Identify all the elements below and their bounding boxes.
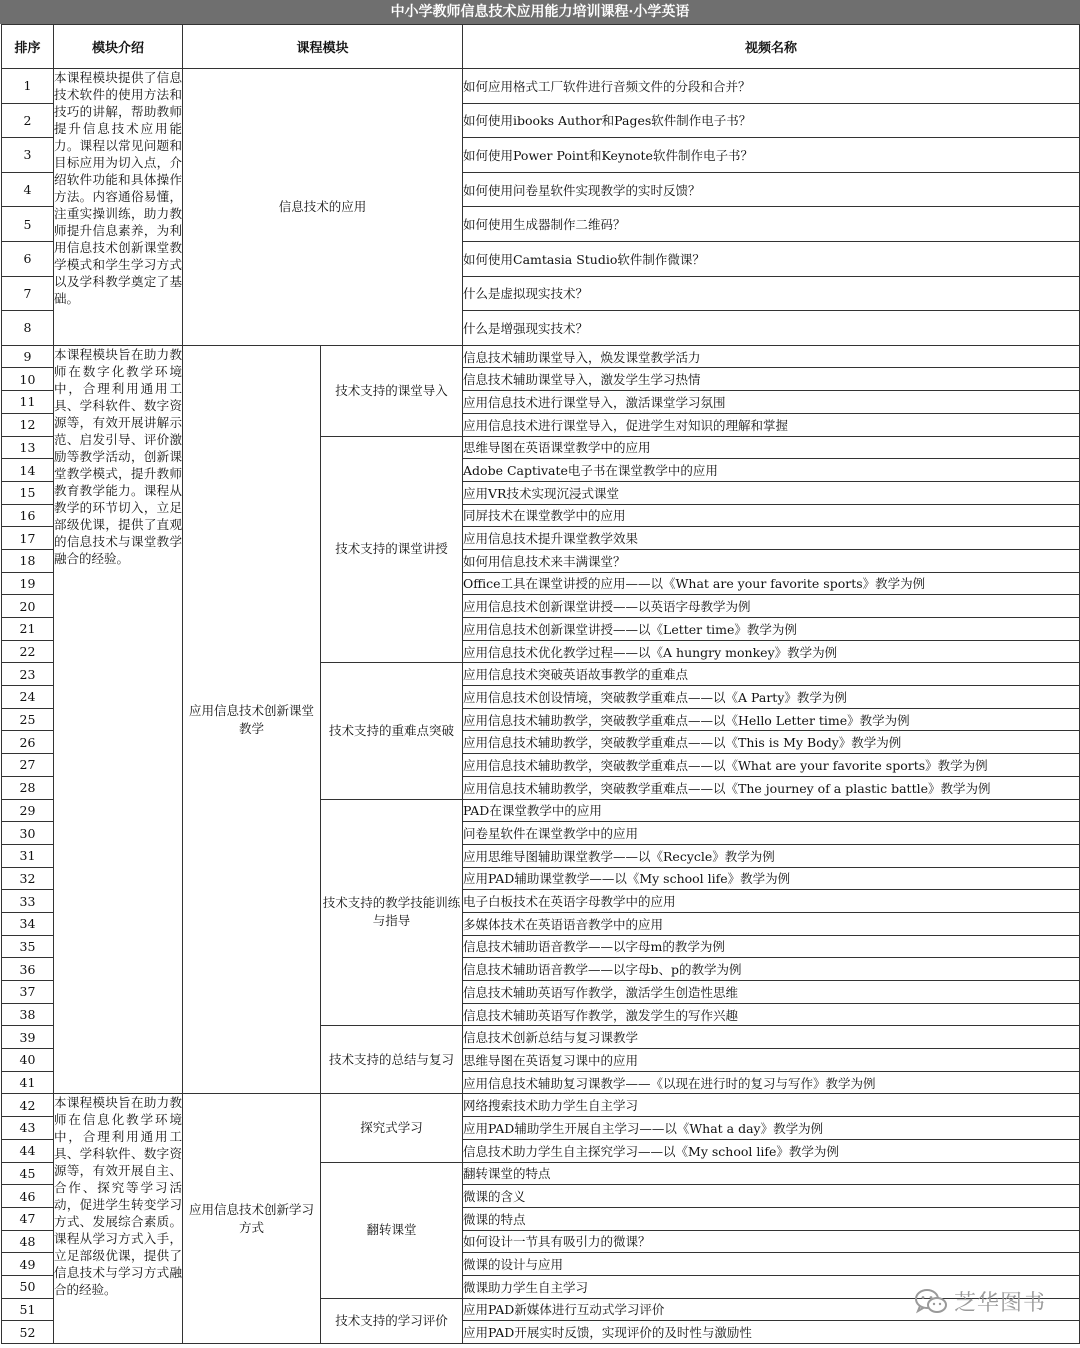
row-number: 51 bbox=[2, 1298, 54, 1321]
video-name: 信息技术辅助课堂导入，焕发课堂教学活力 bbox=[463, 345, 1080, 368]
header-intro: 模块介绍 bbox=[54, 25, 183, 69]
row-number: 16 bbox=[2, 504, 54, 527]
row-number: 44 bbox=[2, 1139, 54, 1162]
video-name: 应用PAD辅助课堂教学——以《My school life》教学为例 bbox=[463, 867, 1080, 890]
video-name: 微课的含义 bbox=[463, 1185, 1080, 1208]
header-module: 课程模块 bbox=[183, 25, 463, 69]
video-name: 应用信息技术辅助教学，突破教学重难点——以《What are your favorite sports》教学为例 bbox=[463, 754, 1080, 777]
row-number: 24 bbox=[2, 686, 54, 709]
video-name: 同屏技术在课堂教学中的应用 bbox=[463, 504, 1080, 527]
row-number: 30 bbox=[2, 822, 54, 845]
submodule-name: 技术支持的课堂导入 bbox=[321, 345, 463, 436]
row-number: 20 bbox=[2, 595, 54, 618]
video-name: 应用信息技术进行课堂导入，激活课堂学习氛围 bbox=[463, 391, 1080, 414]
submodule-name: 技术支持的课堂讲授 bbox=[321, 436, 463, 663]
video-name: 电子白板技术在英语字母教学中的应用 bbox=[463, 890, 1080, 913]
row-number: 10 bbox=[2, 368, 54, 391]
row-number: 34 bbox=[2, 912, 54, 935]
row-number: 26 bbox=[2, 731, 54, 754]
video-name: 如何用信息技术来丰满课堂？ bbox=[463, 549, 1080, 572]
submodule-name: 技术支持的重难点突破 bbox=[321, 663, 463, 799]
row-number: 22 bbox=[2, 640, 54, 663]
video-name: 信息技术辅助语音教学——以字母m的教学为例 bbox=[463, 935, 1080, 958]
row-number: 35 bbox=[2, 935, 54, 958]
video-name: 多媒体技术在英语语音教学中的应用 bbox=[463, 912, 1080, 935]
video-name: 应用信息技术辅助教学，突破教学重难点——以《The journey of a plastic battle》教学为例 bbox=[463, 776, 1080, 799]
row-number: 42 bbox=[2, 1094, 54, 1117]
module-intro: 本课程模块旨在助力教师在数字化教学环境中，合理利用通用工具、学科软件、数字资源等，有效开展讲解示范、启发引导、评价激励等教学活动，创新课堂教学模式，提升教师教育教学能力。课程从教学的环节切入，立足部级优课，提供了直观的信息技术与课堂教学融合的经验。 bbox=[54, 345, 183, 1094]
table-row bbox=[2, 69, 1080, 104]
row-number: 18 bbox=[2, 549, 54, 572]
video-name: 应用信息技术提升课堂教学效果 bbox=[463, 527, 1080, 550]
video-name: 应用信息技术进行课堂导入，促进学生对知识的理解和掌握 bbox=[463, 413, 1080, 436]
video-name: 如何设计一节具有吸引力的微课？ bbox=[463, 1230, 1080, 1253]
row-number: 41 bbox=[2, 1071, 54, 1094]
row-number: 8 bbox=[2, 311, 54, 346]
video-name: 信息技术辅助语音教学——以字母b、p的教学为例 bbox=[463, 958, 1080, 981]
submodule-name: 翻转课堂 bbox=[321, 1162, 463, 1298]
video-name: 应用信息技术创新课堂讲授——以《Letter time》教学为例 bbox=[463, 618, 1080, 641]
video-name: 如何应用格式工厂软件进行音频文件的分段和合并？ bbox=[463, 69, 1080, 104]
row-number: 9 bbox=[2, 345, 54, 368]
row-number: 17 bbox=[2, 527, 54, 550]
video-name: 信息技术助力学生自主探究学习——以《My school life》教学为例 bbox=[463, 1139, 1080, 1162]
video-name: 应用信息技术创设情境，突破教学重难点——以《A Party》教学为例 bbox=[463, 686, 1080, 709]
video-name: Office工具在课堂讲授的应用——以《What are your favorite sports》教学为例 bbox=[463, 572, 1080, 595]
row-number: 2 bbox=[2, 103, 54, 138]
video-name: 信息技术创新总结与复习课教学 bbox=[463, 1026, 1080, 1049]
submodule-name: 技术支持的学习评价 bbox=[321, 1298, 463, 1343]
course-table bbox=[1, 24, 1080, 1344]
video-name: 信息技术辅助英语写作教学，激活学生创造性思维 bbox=[463, 981, 1080, 1004]
row-number: 5 bbox=[2, 207, 54, 242]
header-no: 排序 bbox=[2, 25, 54, 69]
row-number: 14 bbox=[2, 459, 54, 482]
video-name: 如何使用Camtasia Studio软件制作微课？ bbox=[463, 241, 1080, 276]
row-number: 25 bbox=[2, 708, 54, 731]
video-name: 如何使用ibooks Author和Pages软件制作电子书？ bbox=[463, 103, 1080, 138]
row-number: 23 bbox=[2, 663, 54, 686]
watermark-text: 芝华图书 bbox=[953, 1291, 1046, 1316]
video-name: 应用信息技术辅助教学，突破教学重难点——以《This is My Body》教学为例 bbox=[463, 731, 1080, 754]
row-number: 39 bbox=[2, 1026, 54, 1049]
row-number: 28 bbox=[2, 776, 54, 799]
table-row bbox=[2, 1094, 1080, 1117]
watermark bbox=[914, 1286, 1046, 1317]
row-number: 38 bbox=[2, 1003, 54, 1026]
submodule-name: 技术支持的总结与复习 bbox=[321, 1026, 463, 1094]
row-number: 15 bbox=[2, 481, 54, 504]
module-intro: 本课程模块旨在助力教师在信息化教学环境中，合理利用通用工具、学科软件、数字资源等，有效开展自主、合作、探究等学习活动，促进学生转变学习方式、发展综合素质。课程从学习方式入手，立足部级优课，提供了信息技术与学习方式融合的经验。 bbox=[54, 1094, 183, 1344]
submodule-name: 技术支持的教学技能训练与指导 bbox=[321, 799, 463, 1026]
row-number: 7 bbox=[2, 276, 54, 311]
header-video: 视频名称 bbox=[463, 25, 1080, 69]
row-number: 11 bbox=[2, 391, 54, 414]
row-number: 52 bbox=[2, 1321, 54, 1344]
video-name: 什么是虚拟现实技术？ bbox=[463, 276, 1080, 311]
video-name: 应用信息技术辅助复习课教学——《以现在进行时的复习与写作》教学为例 bbox=[463, 1071, 1080, 1094]
table-title: 中小学教师信息技术应用能力培训课程·小学英语 bbox=[0, 0, 1080, 24]
video-name: 如何使用Power Point和Keynote软件制作电子书？ bbox=[463, 138, 1080, 173]
video-name: 应用VR技术实现沉浸式课堂 bbox=[463, 481, 1080, 504]
video-name: 信息技术辅助英语写作教学，激发学生的写作兴趣 bbox=[463, 1003, 1080, 1026]
video-name: 应用PAD新媒体进行互动式学习评价 bbox=[463, 1298, 1080, 1321]
video-name: 应用PAD辅助学生开展自主学习——以《What a day》教学为例 bbox=[463, 1117, 1080, 1140]
row-number: 32 bbox=[2, 867, 54, 890]
table-row bbox=[2, 345, 1080, 368]
video-name: Adobe Captivate电子书在课堂教学中的应用 bbox=[463, 459, 1080, 482]
row-number: 48 bbox=[2, 1230, 54, 1253]
submodule-name: 探究式学习 bbox=[321, 1094, 463, 1162]
module-name: 信息技术的应用 bbox=[183, 69, 463, 346]
video-name: 翻转课堂的特点 bbox=[463, 1162, 1080, 1185]
module-intro: 本课程模块提供了信息技术软件的使用方法和技巧的讲解，帮助教师提升信息技术应用能力。课程以常见问题和目标应用为切入点，介绍软件功能和具体操作方法。内容通俗易懂，注重实操训练，助力教师提升信息素养，为利用信息技术创新课堂教学模式和学生学习方式以及学科教学奠定了基础。 bbox=[54, 69, 183, 346]
video-name: 如何使用问卷星软件实现教学的实时反馈？ bbox=[463, 172, 1080, 207]
row-number: 29 bbox=[2, 799, 54, 822]
row-number: 12 bbox=[2, 413, 54, 436]
video-name: 思维导图在英语课堂教学中的应用 bbox=[463, 436, 1080, 459]
video-name: 信息技术辅助课堂导入，激发学生学习热情 bbox=[463, 368, 1080, 391]
row-number: 3 bbox=[2, 138, 54, 173]
row-number: 40 bbox=[2, 1049, 54, 1072]
video-name: 思维导图在英语复习课中的应用 bbox=[463, 1049, 1080, 1072]
video-name: 应用信息技术突破英语故事教学的重难点 bbox=[463, 663, 1080, 686]
video-name: 微课的特点 bbox=[463, 1207, 1080, 1230]
row-number: 1 bbox=[2, 69, 54, 104]
video-name: 应用信息技术优化教学过程——以《A hungry monkey》教学为例 bbox=[463, 640, 1080, 663]
module-name: 应用信息技术创新课堂教学 bbox=[183, 345, 321, 1094]
video-name: 问卷星软件在课堂教学中的应用 bbox=[463, 822, 1080, 845]
row-number: 50 bbox=[2, 1275, 54, 1298]
row-number: 49 bbox=[2, 1253, 54, 1276]
row-number: 6 bbox=[2, 241, 54, 276]
video-name: 应用PAD开展实时反馈，实现评价的及时性与激励性 bbox=[463, 1321, 1080, 1344]
row-number: 46 bbox=[2, 1185, 54, 1208]
row-number: 21 bbox=[2, 618, 54, 641]
video-name: 微课助力学生自主学习 bbox=[463, 1275, 1080, 1298]
row-number: 31 bbox=[2, 844, 54, 867]
video-name: 什么是增强现实技术？ bbox=[463, 311, 1080, 346]
video-name: 微课的设计与应用 bbox=[463, 1253, 1080, 1276]
module-name: 应用信息技术创新学习方式 bbox=[183, 1094, 321, 1344]
video-name: 网络搜索技术助力学生自主学习 bbox=[463, 1094, 1080, 1117]
row-number: 27 bbox=[2, 754, 54, 777]
table-body bbox=[2, 69, 1080, 1344]
header-row bbox=[2, 25, 1080, 69]
video-name: PAD在课堂教学中的应用 bbox=[463, 799, 1080, 822]
row-number: 37 bbox=[2, 981, 54, 1004]
video-name: 应用思维导图辅助课堂教学——以《Recycle》教学为例 bbox=[463, 844, 1080, 867]
row-number: 13 bbox=[2, 436, 54, 459]
row-number: 19 bbox=[2, 572, 54, 595]
video-name: 如何使用生成器制作二维码？ bbox=[463, 207, 1080, 242]
video-name: 应用信息技术辅助教学，突破教学重难点——以《Hello Letter time》教学为例 bbox=[463, 708, 1080, 731]
row-number: 43 bbox=[2, 1117, 54, 1140]
row-number: 36 bbox=[2, 958, 54, 981]
video-name: 应用信息技术创新课堂讲授——以英语字母教学为例 bbox=[463, 595, 1080, 618]
row-number: 4 bbox=[2, 172, 54, 207]
row-number: 45 bbox=[2, 1162, 54, 1185]
row-number: 47 bbox=[2, 1207, 54, 1230]
wechat-icon bbox=[914, 1288, 948, 1316]
row-number: 33 bbox=[2, 890, 54, 913]
